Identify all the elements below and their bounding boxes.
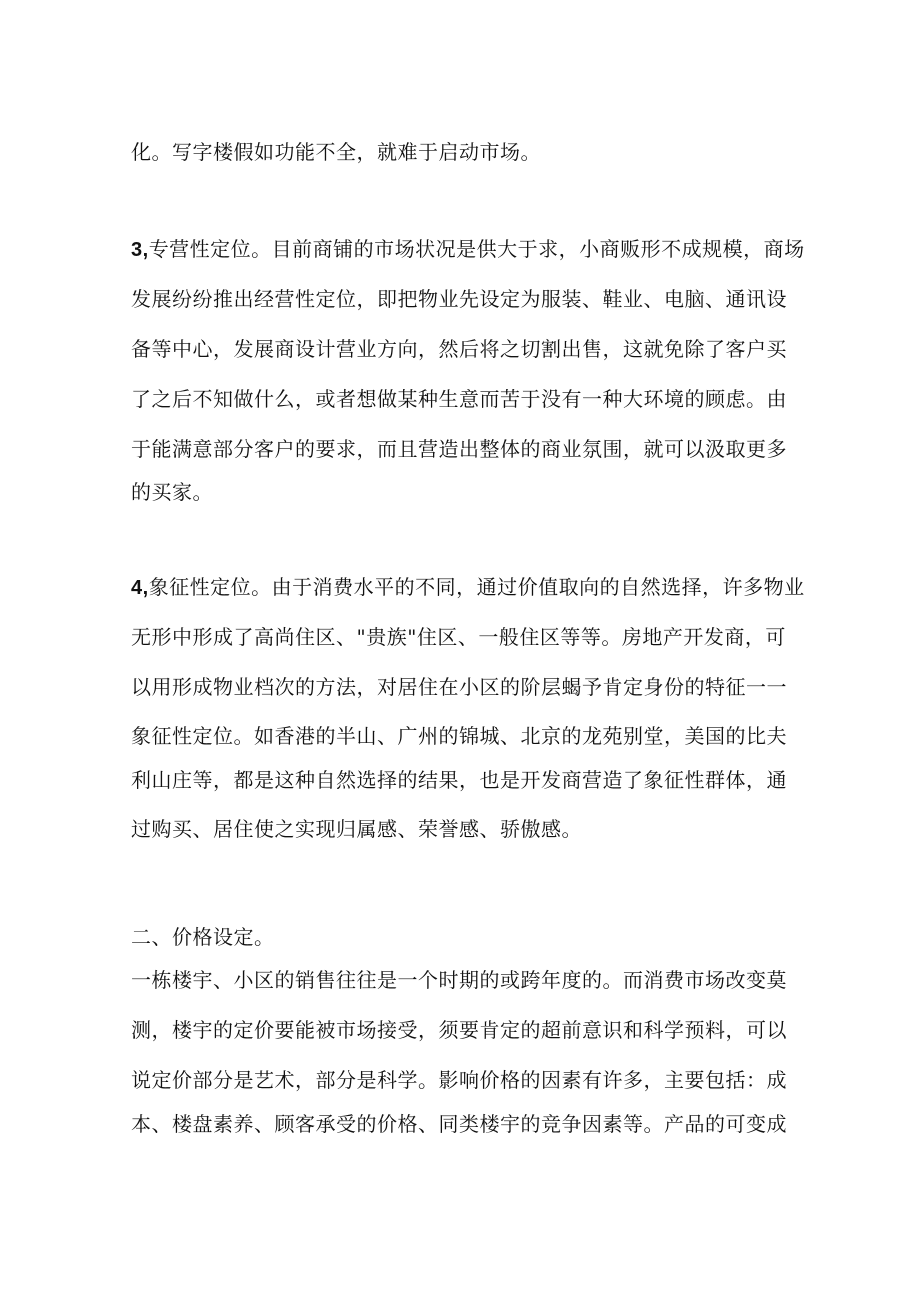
paragraph-line: 的买家。 bbox=[131, 480, 213, 504]
paragraph-line: 过购买、居住使之实现归属感、荣誉感、骄傲感。 bbox=[131, 817, 582, 841]
paragraph-line: 测，楼宇的定价要能被市场接受，须要肯定的超前意识和科学预料，可以 bbox=[131, 1018, 787, 1042]
section-heading: 二、价格设定。 bbox=[131, 925, 275, 949]
paragraph-line: 备等中心，发展商设计营业方向，然后将之切割出售，这就免除了客户买 bbox=[131, 337, 787, 361]
paragraph-line: 无形中形成了高尚住区、"贵族"住区、一般住区等等。房地产开发商，可 bbox=[131, 625, 786, 649]
paragraph-line: 象征性定位。如香港的半山、广州的锦城、北京的龙苑别堂，美国的比夫 bbox=[131, 724, 787, 748]
list-number: 3, bbox=[131, 239, 149, 261]
paragraph-line: 说定价部分是艺术，部分是科学。影响价格的因素有许多，主要包括：成 bbox=[131, 1068, 787, 1092]
paragraph-line: 化。写字楼假如功能不全，就难于启动市场。 bbox=[131, 140, 541, 164]
paragraph-line: 本、楼盘素养、顾客承受的价格、同类楼宇的竞争因素等。产品的可变成 bbox=[131, 1112, 787, 1136]
paragraph-line bbox=[131, 234, 805, 265]
paragraph-line: 一栋楼宇、小区的销售往往是一个时期的或跨年度的。而消费市场改变莫 bbox=[131, 968, 787, 992]
paragraph-line bbox=[131, 572, 805, 603]
paragraph-line: 了之后不知做什么，或者想做某种生意而苦于没有一种大环境的顾虑。由 bbox=[131, 387, 787, 411]
paragraph-line: 利山庄等，都是这种自然选择的结果，也是开发商营造了象征性群体，通 bbox=[131, 768, 787, 792]
list-number: 4, bbox=[131, 577, 149, 599]
paragraph-text: 专营性定位。目前商铺的市场状况是供大于求，小商贩形不成规模，商场 bbox=[148, 237, 805, 261]
paragraph-line: 于能满意部分客户的要求，而且营造出整体的商业氛围，就可以汲取更多 bbox=[131, 437, 787, 461]
paragraph-line: 发展纷纷推出经营性定位，即把物业先设定为服装、鞋业、电脑、通讯设 bbox=[131, 287, 787, 311]
paragraph-line: 以用形成物业档次的方法，对居住在小区的阶层蝎予肯定身份的特征一一 bbox=[131, 675, 787, 699]
paragraph-text: 象征性定位。由于消费水平的不同，通过价值取向的自然选择，许多物业 bbox=[148, 575, 805, 599]
